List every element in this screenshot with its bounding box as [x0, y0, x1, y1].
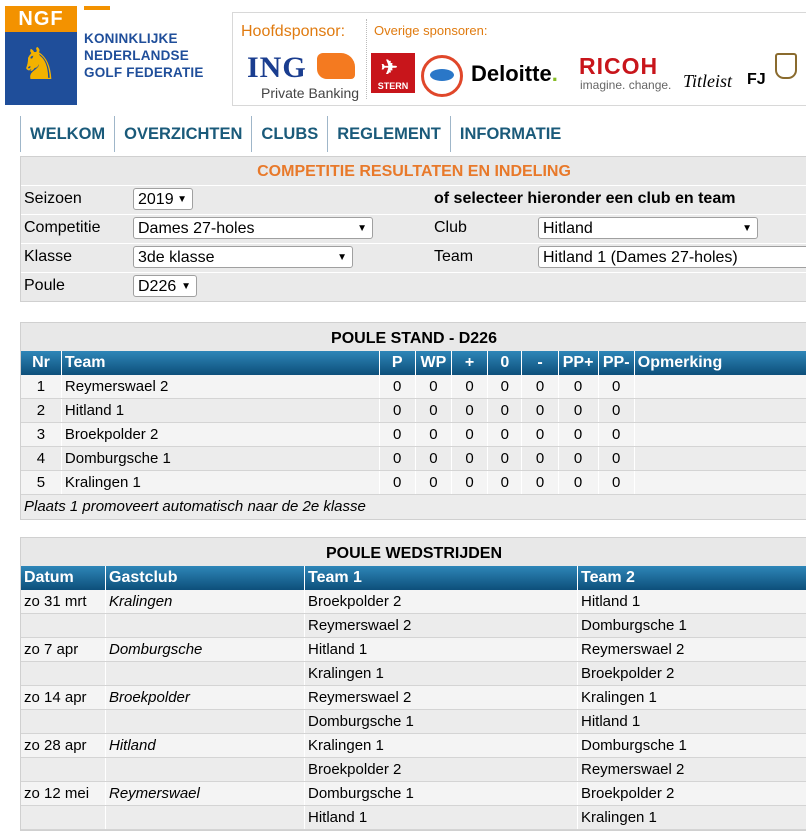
standings-title: POULE STAND - D226 — [21, 323, 806, 351]
match-cell: Hitland 1 — [577, 710, 806, 733]
match-cell: Kralingen 1 — [304, 734, 577, 757]
standings-cell: Broekpolder 2 — [61, 423, 379, 446]
standings-cell: 0 — [415, 399, 451, 422]
match-row — [21, 734, 806, 758]
standings-cell: 0 — [451, 375, 487, 398]
competition-title: COMPETITIE RESULTATEN EN INDELING — [21, 157, 806, 185]
competitie-label: Competitie — [24, 219, 101, 236]
match-row — [21, 782, 806, 806]
standings-cell: 0 — [451, 471, 487, 494]
match-cell — [21, 710, 105, 733]
standings-cell: 0 — [558, 447, 598, 470]
competitie-select[interactable]: Dames 27-holes ▼ — [133, 217, 373, 239]
match-cell: zo 31 mrt — [24, 593, 87, 610]
match-cell — [105, 806, 304, 829]
match-cell: Reymerswael 2 — [577, 758, 806, 781]
match-row — [21, 758, 806, 782]
overige-sponsoren-label: Overige sponsoren: — [374, 23, 488, 38]
match-cell: Domburgsche 1 — [577, 614, 806, 637]
nav-reglement[interactable]: REGLEMENT — [327, 116, 450, 152]
standings-cell: 0 — [487, 423, 521, 446]
competition-panel — [20, 156, 806, 302]
match-cell: Domburgsche 1 — [304, 782, 577, 805]
standings-cell: 0 — [487, 447, 521, 470]
match-cell: Broekpolder 2 — [577, 782, 806, 805]
nav-overzichten[interactable]: OVERZICHTEN — [114, 116, 251, 152]
standings-cell: 0 — [415, 471, 451, 494]
poule-label: Poule — [24, 277, 65, 294]
klasse-select[interactable]: 3de klasse ▼ — [133, 246, 353, 268]
sponsor-banner — [232, 12, 806, 106]
standings-col-header: Opmerking — [634, 351, 806, 375]
matches-col-header: Team 2 — [577, 566, 806, 590]
match-cell: Broekpolder 2 — [304, 758, 577, 781]
match-cell — [105, 662, 304, 685]
ngf-logo[interactable] — [5, 6, 77, 105]
match-row — [21, 662, 806, 686]
match-row — [21, 614, 806, 638]
match-cell — [21, 806, 105, 829]
poule-select[interactable]: D226 ▼ — [133, 275, 197, 297]
match-cell — [21, 758, 105, 781]
standings-cell: Hitland 1 — [61, 399, 379, 422]
match-cell: Broekpolder 2 — [577, 662, 806, 685]
match-row — [21, 686, 806, 710]
federation-name: KONINKLIJKE NEDERLANDSE GOLF FEDERATIE — [84, 31, 204, 80]
standings-cell: 0 — [521, 423, 557, 446]
standings-cell — [634, 447, 806, 470]
standings-cell: 0 — [558, 471, 598, 494]
standings-cell: Reymerswael 2 — [61, 375, 379, 398]
match-cell: Domburgsche 1 — [577, 734, 806, 757]
standings-cell: 0 — [521, 447, 557, 470]
match-cell: zo 12 mei — [24, 785, 90, 802]
match-cell — [105, 710, 304, 733]
club-label: Club — [434, 219, 467, 236]
matches-col-header: Team 1 — [304, 566, 577, 590]
standings-cell: 0 — [379, 471, 415, 494]
standings-row — [21, 447, 806, 471]
match-cell: Reymerswael 2 — [304, 686, 577, 709]
match-cell: Hitland 1 — [304, 806, 577, 829]
stern-logo[interactable]: ✈ STERN — [371, 53, 415, 93]
match-row — [21, 638, 806, 662]
matches-col-header: Gastclub — [105, 566, 304, 590]
standings-cell: 0 — [521, 471, 557, 494]
chevron-down-icon: ▼ — [357, 223, 367, 234]
nav-clubs[interactable]: CLUBS — [251, 116, 327, 152]
match-cell — [21, 614, 105, 637]
stern-bird-icon: ✈ — [381, 57, 398, 79]
standings-col-header: Team — [61, 351, 379, 375]
match-cell: Domburgsche 1 — [304, 710, 577, 733]
match-cell: Reymerswael — [105, 782, 304, 805]
titleist-logo[interactable]: Titleist — [683, 71, 733, 91]
match-cell — [21, 662, 105, 685]
match-cell: Hitland 1 — [577, 590, 806, 613]
standings-cell: Kralingen 1 — [61, 471, 379, 494]
fj-logo[interactable]: FJ — [747, 71, 766, 88]
match-cell: Reymerswael 2 — [577, 638, 806, 661]
match-cell: Domburgsche — [105, 638, 304, 661]
standings-cell: 0 — [451, 399, 487, 422]
standings-cell: 0 — [598, 447, 634, 470]
match-row — [21, 710, 806, 734]
matches-col-header: Datum — [24, 569, 74, 586]
matches-header — [21, 566, 806, 590]
ricoh-tagline: imagine. change. — [580, 78, 672, 92]
match-cell: Hitland 1 — [304, 638, 577, 661]
seizoen-label: Seizoen — [24, 190, 82, 207]
standings-cell: 0 — [598, 471, 634, 494]
standings-cell — [634, 399, 806, 422]
standings-col-header: P — [379, 351, 415, 375]
standings-cell: 0 — [558, 399, 598, 422]
match-cell: Kralingen 1 — [304, 662, 577, 685]
chevron-down-icon: ▼ — [181, 281, 191, 292]
standings-row — [21, 471, 806, 495]
row-poule — [21, 272, 806, 301]
team-label: Team — [434, 248, 474, 265]
match-cell: zo 28 apr — [24, 737, 87, 754]
seizoen-select[interactable]: 2019 ▼ — [133, 188, 193, 210]
standings-cell: 0 — [379, 423, 415, 446]
standings-cell — [634, 471, 806, 494]
logo-stripe — [84, 6, 110, 10]
match-cell: Kralingen 1 — [577, 806, 806, 829]
standings-col-header: PP+ — [558, 351, 598, 375]
standings-row — [21, 423, 806, 447]
select-hint: of selecteer hieronder een club en team — [434, 190, 736, 207]
standings-cell: 0 — [415, 375, 451, 398]
standings-cell: 0 — [558, 423, 598, 446]
standings-cell: 0 — [598, 399, 634, 422]
matches-body — [21, 590, 806, 830]
standings-cell: 0 — [487, 471, 521, 494]
standings-cell: 0 — [598, 375, 634, 398]
sponsor-divider — [366, 19, 367, 99]
standings-body — [21, 375, 806, 495]
standings-cell: 0 — [521, 399, 557, 422]
lion-icon: ♞ — [19, 40, 59, 89]
standings-cell: 0 — [415, 447, 451, 470]
standings-cell — [634, 423, 806, 446]
standings-cell: 0 — [379, 447, 415, 470]
standings-cell: 4 — [36, 450, 46, 467]
standings-header — [21, 351, 806, 375]
klasse-label: Klasse — [24, 248, 73, 265]
team-select[interactable]: Hitland 1 (Dames 27-holes) — [538, 246, 806, 268]
standings-row — [21, 375, 806, 399]
match-row — [21, 590, 806, 614]
chevron-down-icon: ▼ — [177, 194, 187, 205]
standings-col-header: 0 — [487, 351, 521, 375]
standings-cell: 1 — [36, 378, 46, 395]
standings-cell — [634, 375, 806, 398]
standings-footnote: Plaats 1 promoveert automatisch naar de 2e klasse — [21, 495, 806, 519]
chevron-down-icon: ▼ — [742, 223, 752, 234]
standings-cell: 3 — [36, 426, 46, 443]
deloitte-logo[interactable]: Deloitte. — [471, 61, 558, 86]
standings-cell: 0 — [379, 375, 415, 398]
match-cell: zo 7 apr — [24, 641, 79, 658]
row-seizoen — [21, 185, 806, 214]
standings-cell: 0 — [451, 423, 487, 446]
hoofdsponsor-label: Hoofdsponsor: — [241, 23, 346, 40]
standings-col-header: WP — [415, 351, 451, 375]
chevron-down-icon: ▼ — [337, 252, 347, 263]
nav-informatie[interactable]: INFORMATIE — [450, 116, 570, 152]
standings-col-header: + — [451, 351, 487, 375]
standings-cell: 0 — [487, 399, 521, 422]
standings-cell: 0 — [598, 423, 634, 446]
standings-col-header: - — [521, 351, 557, 375]
match-cell: Broekpolder — [105, 686, 304, 709]
matches-title: POULE WEDSTRIJDEN — [21, 538, 806, 566]
standings-cell: Domburgsche 1 — [61, 447, 379, 470]
logo-text: NGF — [5, 6, 77, 32]
main-nav — [20, 116, 570, 152]
standings-cell: 0 — [415, 423, 451, 446]
match-cell: zo 14 apr — [24, 689, 87, 706]
nav-welkom[interactable]: WELKOM — [20, 116, 114, 152]
standings-cell: 0 — [521, 375, 557, 398]
match-row — [21, 806, 806, 830]
match-cell: Broekpolder 2 — [304, 590, 577, 613]
ing-private-banking: Private Banking — [261, 85, 360, 101]
ing-lion-icon — [317, 53, 355, 79]
match-cell: Kralingen 1 — [577, 686, 806, 709]
standings-cell: 0 — [487, 375, 521, 398]
standings-row — [21, 399, 806, 423]
match-cell — [105, 614, 304, 637]
standings-panel — [20, 322, 806, 520]
row-competitie — [21, 214, 806, 243]
standings-cell: 0 — [379, 399, 415, 422]
standings-cell: 0 — [558, 375, 598, 398]
fish-logo-icon[interactable] — [421, 55, 463, 97]
match-cell — [105, 758, 304, 781]
club-select[interactable]: Hitland ▼ — [538, 217, 758, 239]
match-cell: Reymerswael 2 — [304, 614, 577, 637]
crest-logo-icon[interactable] — [771, 53, 801, 81]
standings-col-header: PP- — [598, 351, 634, 375]
match-cell: Hitland — [105, 734, 304, 757]
standings-col-header: Nr — [32, 354, 50, 371]
standings-cell: 2 — [36, 402, 46, 419]
standings-cell: 5 — [36, 474, 46, 491]
standings-cell: 0 — [451, 447, 487, 470]
ricoh-logo[interactable]: RICOH — [579, 53, 659, 79]
ing-logo[interactable]: ING — [247, 51, 307, 84]
matches-panel — [20, 537, 806, 831]
row-klasse — [21, 243, 806, 272]
match-cell: Kralingen — [105, 590, 304, 613]
